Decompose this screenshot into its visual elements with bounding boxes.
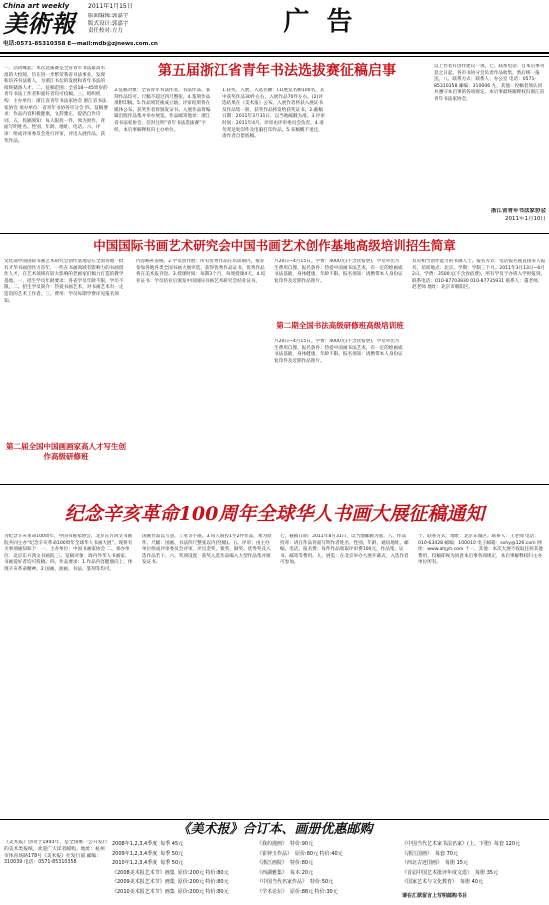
bound-volume-item	[402, 869, 543, 878]
bound-volume-item	[257, 850, 398, 859]
bound-volume-price: 每套 120元	[493, 841, 521, 847]
centenary-title-text: 纪念辛亥革命100周年全球华人书画大展征稿通知	[64, 503, 485, 525]
bound-volume-price: 每季 50元	[160, 850, 184, 857]
competition-notice	[0, 58, 549, 232]
bound-volume-item	[257, 869, 398, 878]
bound-volume-item	[257, 840, 398, 849]
editor-line: 责任校对:方力	[88, 28, 123, 34]
editor-line: 版式设计:郭嘉宇	[88, 20, 129, 27]
bound-volumes-footer: 请在汇款留言上写明邮购书目	[402, 893, 468, 899]
bound-volume-price: 每季 50元	[160, 860, 184, 866]
training-title-text: 中国国际书画艺术研究会中国书画艺术创作基地高级培训招生简章	[93, 238, 456, 253]
training-sub-mid-text: 第二期全国书法高级研修班高级培训班	[276, 321, 404, 330]
bound-volumes-title-text: 《美术报》合订本、画册优惠邮购	[177, 822, 373, 837]
bound-volume-name: 2010年1,2,3,4季度	[112, 860, 158, 866]
bound-volume-item	[112, 840, 253, 849]
masthead	[0, 0, 549, 52]
competition-col-4: 以上作者有创作建议一项。七、联系电话：自本启事刊登之日起，各市书协分会负责作品收集，然后统一报送。八、联系方式：联系人：办公室 电话：0571-85310358 邮编：310006 九、其他：投稿者须认同并遵守本启事的各项规定。本启事最终解释权归浙江省青年书法家协会。	[434, 64, 545, 102]
bound-volume-item	[112, 850, 253, 859]
bound-volume-item	[112, 888, 253, 897]
bound-volume-name: 2008年1,2,3,4季度	[112, 841, 158, 847]
training-col-1: 文化部中国国际书画艺术研究会创作基地是在全国各地一批有才华书画创作力苗年，一些在书画领域有影响力的书画创作人才，在艺术领域有较大影响的老画家们倾力打造的教学基地。一、招生学员年龄要求：各省学员年龄不限，学历不限。二、招生学员简介：热爱书画艺术，对书画艺术有一定造诣的艺术工作者。三、费用：学员每期学费详见报名须知。	[4, 259, 124, 304]
training-col-4: 具有相当创作能力的书画人士。报名方式：电话报名或直接来人报名。培训地点：北京。学期：学制三个月。2011年3月13日~6月2日。学费：3500元(不含食宿费)，所有学员于办班入学时报到。联系电话：010-87703930 010-87735931 联系人：董老师，赵老师 地址：北京市朝阳区。	[412, 259, 546, 291]
bound-volume-name: 《西北古迹国画》	[402, 860, 443, 866]
bound-volume-price: 特价:80元	[290, 860, 314, 866]
competition-col-1: 一、活动缘起：本次选拔赛是全省青年书法最高水准的大检阅，旨在进一步繁荣我省书法事业，发现和培养书法新人，为浙江书坛的发展和青年书法的接班储备人才。二、征稿范围：全省18—45周岁的青年书法工作者和爱好者均可投稿。三、组织机构：主办单位：浙江省青年书法家协会 浙江省书法家协会 承办单位：省青年书协各市分会 四、征稿要求：作品内容积极健康，文辞雅正，提倡自作诗词。五、投稿须知：每人限投一件，须为原作，背面写明姓名、性别、年龄、地址、电话。六、评审：组成评审委员会进行评审，评出入展作品，获奖作品。	[4, 66, 108, 144]
bound-volume-item	[257, 859, 398, 868]
centenary-col-1: 为纪念辛亥革命100周年，中国书画家协会、北京东方鸿文书画院共同主办“纪念辛亥革命100周年全球华人书画大展”。现将有关事项通知如下：一、主办单位：中国书画家协会 二、承办单位：北京东方鸿文书画院 三、征稿对象：海内外华人书画家、书画爱好者均可投稿。四、作品要求：1.作品内容健康向上，体现辛亥革命精神。2.国画、油画、书法、篆刻等均可。	[4, 534, 133, 572]
bound-volume-item	[112, 869, 253, 878]
masthead-english: China art weekly	[3, 2, 70, 10]
training-col-3: 月20日~4月15日。学费：4000元(不含食宿费)，学员外出写生费用自理。报名条件：热爱中国画书法艺术，有一定的绘画或书法基础，身体健康，年龄不限。报名须知：请携带本人身份证复印件及近期作品照片。	[274, 259, 403, 284]
issue-date: 2011年1月15日	[88, 3, 133, 10]
contact-line: 电话:0571-85310358 E—mail:mdb@zjnews.com.cn	[3, 41, 158, 47]
bound-volume-price: 每册 15元	[445, 860, 468, 866]
competition-org-date: 2011年1月10日	[505, 216, 546, 222]
training-notice	[0, 235, 549, 483]
competition-col-2: 3.征稿对象：全省青年书法作者。书法作品、篆刻作品均可。尺幅不超过四尺整张。4.篆刻作品须附印稿。5.作品须装裱成立轴。评审结果将在媒体公布。获奖作者将颁发证书。入展作品将编辑出版作品集并举办展览。作品邮寄地址：浙江省书法家协会，信封注明“青年书法选拔赛”字样。本启事解释权归主办单位。	[114, 88, 211, 133]
bound-volume-name: 《国家艺术与文化教育》	[402, 879, 458, 885]
bound-volume-item	[257, 878, 398, 887]
bound-volume-price: 每本:20元	[290, 869, 314, 876]
bound-volume-name: 《浙江国画》	[402, 850, 433, 857]
centenary-notice	[0, 486, 549, 818]
training-title	[2, 237, 547, 255]
bound-volume-price: 每套 70元	[435, 850, 458, 857]
bound-volume-price: 原价:200元 特价:80元	[177, 869, 229, 876]
centenary-col-3: 七、截稿日期：2011年8月31日，以当地邮戳为准。八、作品投寄：请在作品背面写明作者姓名、性别、年龄、通讯地址、邮编、电话。报名费：每件作品收取评审费100元，作品集、证书、邮寄等费用。九、展览：在北京举办大展开幕式，入选作者可参加。	[280, 534, 409, 566]
bound-volume-name: 《崔钟玉作品》	[257, 850, 293, 857]
bound-volume-price: 每册 40元	[460, 879, 483, 885]
bound-volumes	[0, 821, 549, 905]
bound-volume-price: 每季 45元	[160, 841, 184, 847]
editor-credits	[88, 13, 168, 36]
bound-volumes-intro: 《美术报》创刊于1993年，是全国唯一公开发行的美术类报纸。欢迎广大读者邮购。地址：杭州市体育场路178号《美术报》社发行部 邮编：310039 电话：0571-85310358	[4, 840, 108, 866]
bound-volume-price: 原价:200元 特价:80元	[177, 879, 229, 885]
bound-volume-price: 原价:88元 特价:30元	[290, 888, 338, 895]
masthead-rule	[0, 52, 549, 54]
bound-volume-name: 《中国当代名家作品》	[257, 879, 308, 885]
section-divider	[0, 233, 549, 234]
bound-volume-name: 《2009美术报艺术节》画集	[112, 879, 175, 885]
centenary-col-4: 十、联系方式：地址：北京东城区。联系人：王老师 电话：010-63428 邮编：100010 电子邮箱：sxhy@126.com 网址：www.ahjyh.com 十一、其他：本次大展不收取任何其他费用，投稿即视为同意本启事各项规定，本启事解释权归主办单位所有。	[418, 534, 543, 566]
bound-volume-price: 特价:90元	[290, 841, 314, 847]
bound-volume-name: 《中国当代艺术家书法名家》(上、下册)	[402, 841, 491, 847]
competition-title	[112, 60, 442, 82]
training-col-3b: 月20日~4月15日。学费：4000元(不含食宿费)，学员外出写生费用自理。报名条件：热爱中国画书法艺术，有一定的绘画或书法基础，身体健康，年龄不限。报名须知：请携带本人身份证复印件及近期作品照片。	[274, 339, 403, 364]
bound-volume-name: 《2010美术报艺术节》画集	[112, 888, 175, 895]
masthead-rule-thin	[0, 56, 549, 57]
bound-volume-name: 《首届中国艺术批评年度文选》	[402, 869, 473, 876]
competition-col-3: 1.获奖、入展、入选名额：(1)展览名额100名，其中获奖作品30件左右，入展作品70件左右。(2)评选结果在《美术报》公布。入展作者将获入展证书及作品集一册，获奖作品将发给获奖证书。2.截稿日期：2011年3月31日，以当地邮戳为准。3.评审时间：2011年4月。评审由评审委员会负责。4.请勿寄送复印件及电脑打印作品。5.来稿概不退还，请作者自留底稿。	[222, 88, 325, 140]
bound-volume-item	[402, 859, 543, 868]
bound-volume-item	[257, 888, 398, 897]
bound-volume-name: 2009年1,2,3,4季度	[112, 850, 158, 857]
bound-volume-item	[112, 878, 253, 887]
competition-org: 浙江省青年书法家协会	[490, 208, 546, 214]
bound-volume-name: 《浙江画院》	[257, 860, 288, 866]
bound-volume-name: 《学术论坛》	[257, 888, 288, 895]
bound-volume-price: 每册 35元	[475, 869, 498, 876]
bound-volume-item	[112, 859, 253, 868]
section-label: 广 告	[283, 7, 357, 37]
bound-volume-name: 《2008美术报艺术节》画集	[112, 869, 175, 876]
bound-volume-item	[402, 878, 543, 887]
training-sub-left-text: 第二届全国中国画画家高人才写生创作高级研修班	[6, 442, 126, 461]
bound-volumes-list	[112, 840, 546, 904]
bound-volumes-title	[100, 822, 450, 838]
training-sub-left	[4, 441, 128, 463]
bound-volume-price: 原价:200元 特价:80元	[177, 888, 229, 895]
bound-volume-price: 原价:80元 特价:40元	[295, 850, 343, 857]
bound-volume-price: 特价:50元	[310, 879, 334, 885]
section-divider	[0, 484, 549, 485]
bound-volume-name: 《我的漫画》	[257, 841, 288, 847]
editor-line: 版面编辑:郭嘉宇	[88, 13, 129, 19]
centenary-col-2: 国画作品以写意、工笔等不限。3.每人限投1至2件作品，须为原作。尺幅：国画、书法四尺整张以内(竖幅)。五、评审：由主办单位组成评审委员会评审，评出金奖、银奖、铜奖、优秀奖及入选作品若干。六、奖项设置：获奖入选作品编入大型作品集并颁发证书。	[142, 534, 272, 566]
training-sub-mid	[276, 315, 404, 337]
bound-volume-item	[402, 840, 543, 849]
training-col-2: 内容略补表格。2.学员创作展：所有优秀作品在培训期内，推荐参加各地各类全国书画大展评选，获得优秀作品证书，优秀作品将在美术报刊登。3.授课时间：每期3个月，每周授课4天。4.结业证书：学员结业后颁发中国国际书画艺术研究会结业证书。	[136, 259, 266, 284]
competition-title-text: 第五届浙江省青年书法选拔赛征稿启事	[158, 63, 396, 79]
section-divider	[0, 819, 549, 820]
bound-volume-item	[402, 850, 543, 859]
bound-volume-name: 《西湖雅集》	[257, 869, 288, 876]
masthead-logo: 美術報	[3, 10, 75, 38]
centenary-title	[2, 500, 547, 528]
